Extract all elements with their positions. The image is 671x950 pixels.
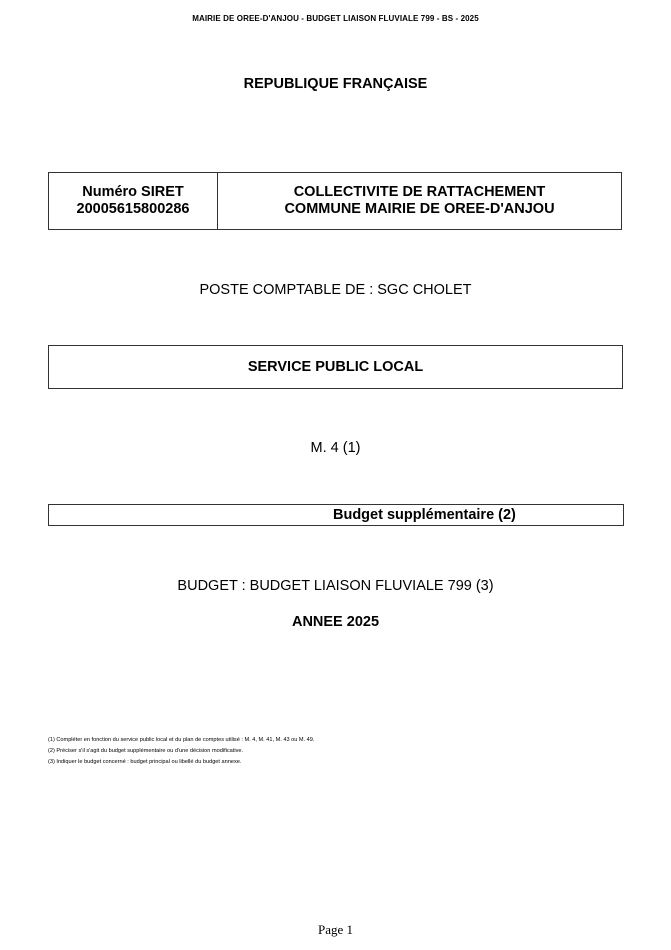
footnote: (3) Indiquer le budget concerné : budget principal ou libellé du budget annexe. — [48, 759, 242, 765]
footnotes — [48, 735, 314, 768]
page-number: Page 1 — [317, 922, 354, 937]
running-header: MAIRIE DE OREE-D'ANJOU - BUDGET LIAISON FLUVIALE 799 - BS - 2025 — [192, 14, 479, 23]
siret-number: 20005615800286 — [76, 201, 190, 217]
siret-cell — [49, 173, 218, 229]
budget-type-box — [48, 504, 624, 526]
collectivity-cell — [218, 173, 621, 229]
country-title: REPUBLIQUE FRANÇAISE — [243, 76, 428, 92]
budget-type-label: Budget supplémentaire (2) — [333, 507, 516, 523]
identification-box — [48, 172, 622, 230]
footnote: (2) Préciser s'il s'agit du budget supplémentaire ou d'une décision modificative. — [48, 748, 244, 754]
budget-name: BUDGET : BUDGET LIAISON FLUVIALE 799 (3) — [177, 578, 494, 594]
collectivity-line-1: COLLECTIVITE DE RATTACHEMENT — [293, 184, 546, 200]
collectivity-line-2: COMMUNE MAIRIE DE OREE-D'ANJOU — [284, 201, 555, 217]
service-type-box — [48, 345, 623, 389]
budget-year: ANNEE 2025 — [291, 614, 380, 630]
service-type-label: SERVICE PUBLIC LOCAL — [247, 359, 424, 375]
siret-label: Numéro SIRET — [82, 184, 184, 200]
footnote: (1) Compléter en fonction du service public local et du plan de comptes utilisé : M. 4, M. 41, M. 43 ou M. 49. — [48, 737, 315, 743]
nomenclature: M. 4 (1) — [310, 440, 361, 456]
poste-comptable: POSTE COMPTABLE DE : SGC CHOLET — [199, 282, 472, 298]
